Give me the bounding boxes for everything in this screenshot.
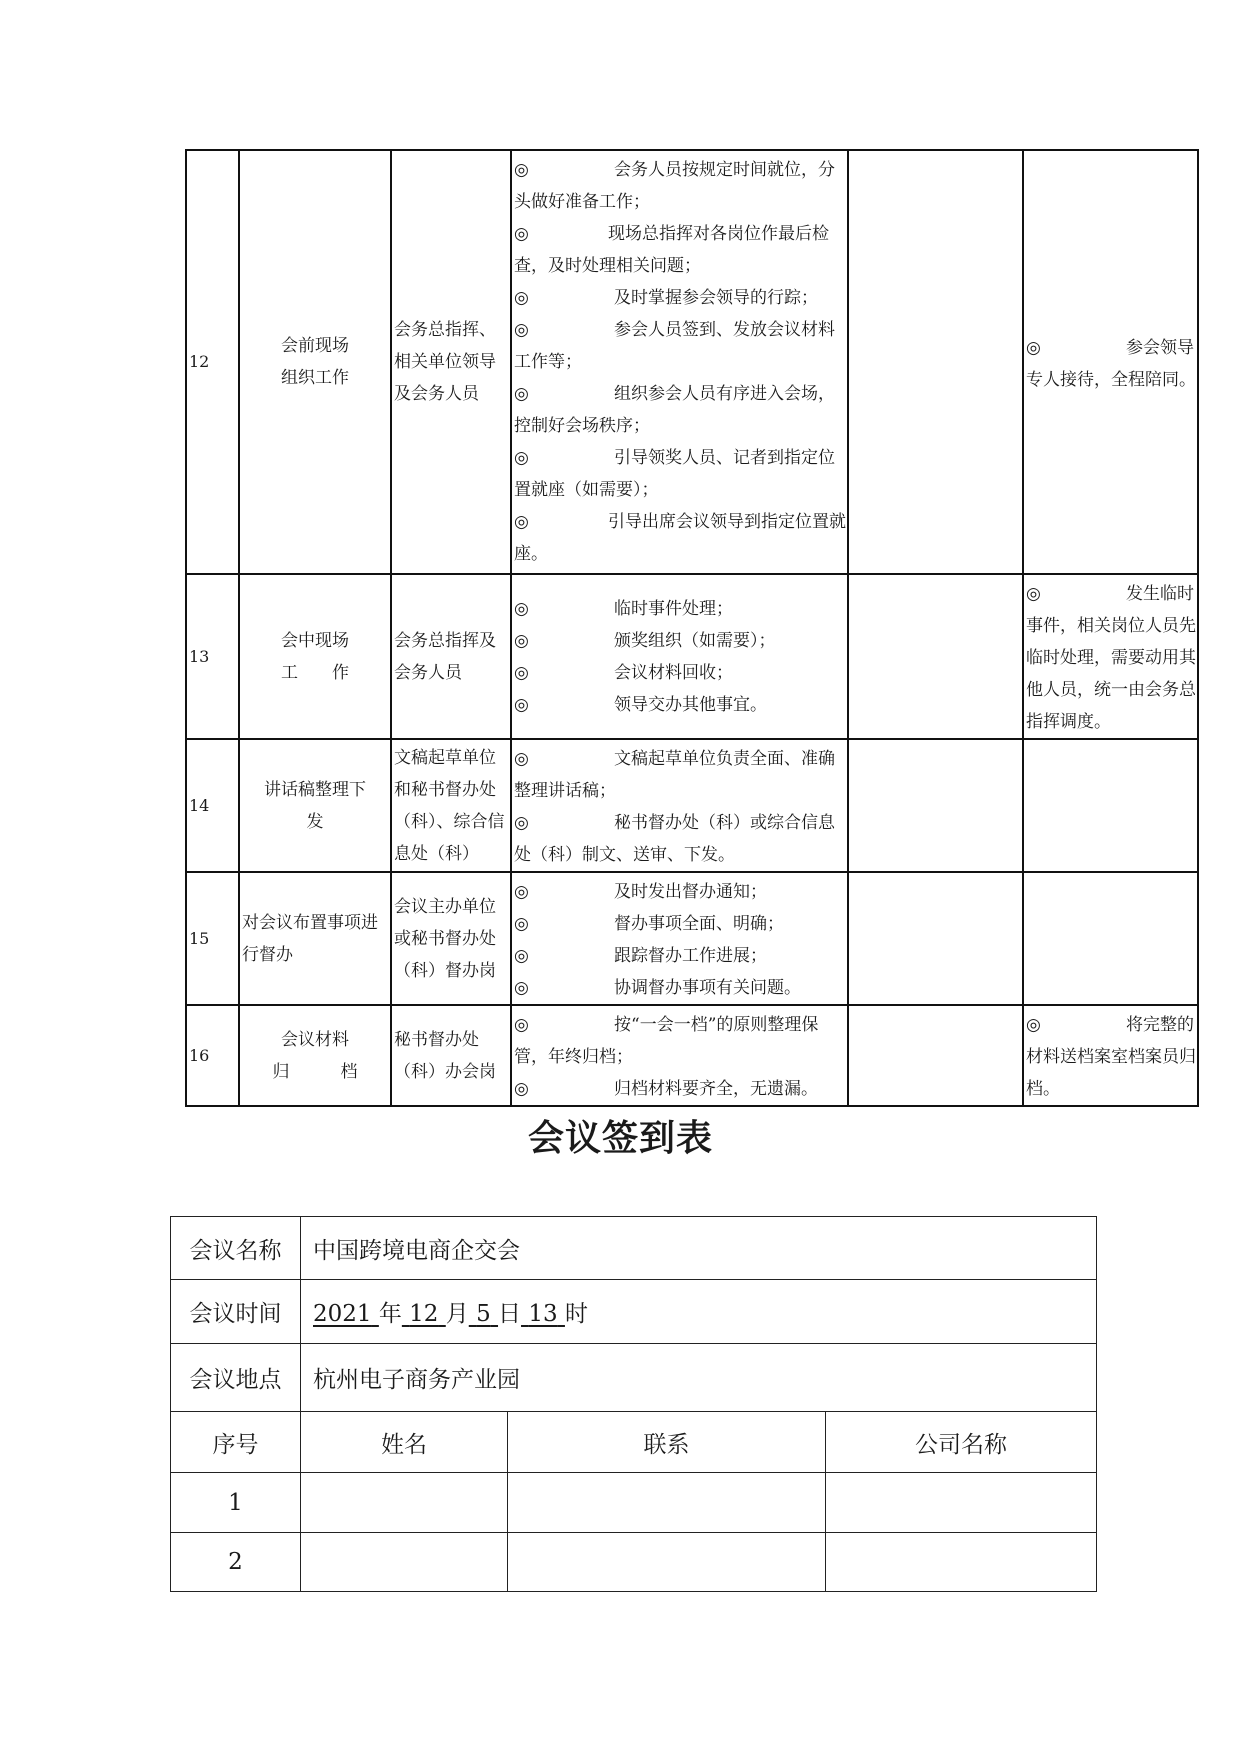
blank-cell — [848, 1005, 1023, 1106]
meeting-place-label: 会议地点 — [171, 1344, 301, 1412]
requirement-item: ◎ 协调督办事项有关问题。 — [514, 972, 847, 1004]
blank-cell — [848, 150, 1023, 574]
note-cell: ◎ 参会领导专人接待，全程陪同。 — [1023, 150, 1198, 574]
signin-contact-cell[interactable] — [508, 1533, 826, 1592]
signin-name-cell[interactable] — [301, 1473, 508, 1533]
signin-company-cell[interactable] — [826, 1533, 1097, 1592]
hour-value: 13 — [528, 1301, 558, 1327]
requirement-item: ◎ 督办事项全面、明确； — [514, 908, 847, 940]
column-header-contact: 联系 — [508, 1412, 826, 1473]
requirement-item: ◎ 现场总指挥对各岗位作最后检查，及时处理相关问题； — [514, 218, 847, 282]
bullet-mark: ◎ — [514, 882, 529, 902]
requirements-cell — [511, 872, 848, 1005]
note-cell: ◎ 发生临时事件，相关岗位人员先临时处理，需要动用其他人员，统一由会务总指挥调度。 — [1023, 574, 1198, 739]
work-item: 讲话稿整理下 发 — [239, 739, 391, 872]
bullet-mark: ◎ — [514, 598, 529, 619]
procedure-row-15 — [186, 872, 1198, 1005]
requirement-item: ◎ 文稿起草单位负责全面、准确整理讲话稿； — [514, 743, 847, 807]
requirement-item: ◎ 归档材料要齐全，无遗漏。 — [514, 1073, 847, 1105]
row-number: 15 — [186, 872, 239, 1005]
bullet-mark: ◎ — [514, 384, 529, 404]
requirements-cell — [511, 1005, 848, 1106]
responsible-party: 文稿起草单位和秘书督办处（科）、综合信息处（科） — [391, 739, 511, 872]
requirements-cell — [511, 574, 848, 739]
bullet-mark: ◎ — [514, 694, 529, 715]
column-header-name: 姓名 — [301, 1412, 508, 1473]
year-value: 2021 — [313, 1301, 372, 1327]
signin-row-no: 2 — [171, 1533, 301, 1592]
bullet-mark: ◎ — [1026, 337, 1041, 358]
requirement-item: ◎ 及时掌握参会领导的行踪； — [514, 282, 847, 314]
signin-row — [171, 1473, 1097, 1533]
meeting-procedure-table — [185, 149, 1199, 1107]
blank-cell — [848, 872, 1023, 1005]
procedure-row-13 — [186, 574, 1198, 739]
bullet-mark: ◎ — [514, 288, 529, 308]
signin-contact-cell[interactable] — [508, 1473, 826, 1533]
requirement-item: ◎ 及时发出督办通知； — [514, 876, 847, 908]
procedure-row-14 — [186, 739, 1198, 872]
requirement-item: ◎ 参会人员签到、发放会议材料工作等； — [514, 314, 847, 378]
note-cell: ◎ 将完整的材料送档案室档案员归档。 — [1023, 1005, 1198, 1106]
requirement-item: ◎ 临时事件处理； — [514, 593, 847, 625]
meeting-time-value — [301, 1280, 1097, 1344]
requirement-item: ◎ 领导交办其他事宜。 — [514, 689, 847, 721]
requirement-item: ◎ 引导出席会议领导到指定位置就座。 — [514, 506, 847, 570]
bullet-mark: ◎ — [514, 630, 529, 651]
blank-cell — [848, 574, 1023, 739]
responsible-party: 会议主办单位或秘书督办处（科）督办岗 — [391, 872, 511, 1005]
row-number: 16 — [186, 1005, 239, 1106]
row-number: 13 — [186, 574, 239, 739]
meeting-name-value: 中国跨境电商企交会 — [301, 1217, 1097, 1280]
row-number: 14 — [186, 739, 239, 872]
bullet-mark: ◎ — [514, 749, 529, 769]
blank-cell — [1023, 872, 1198, 1005]
row-number: 12 — [186, 150, 239, 574]
responsible-party: 会务总指挥及会务人员 — [391, 574, 511, 739]
signin-company-cell[interactable] — [826, 1473, 1097, 1533]
bullet-mark: ◎ — [514, 224, 529, 244]
requirement-item: ◎ 颁奖组织（如需要）； — [514, 625, 847, 657]
bullet-mark: ◎ — [514, 512, 529, 532]
work-item: 会议材料 归 档 — [239, 1005, 391, 1106]
requirement-item: ◎ 跟踪督办工作进展； — [514, 940, 847, 972]
bullet-mark: ◎ — [514, 1079, 529, 1099]
hour-unit: 时 — [564, 1301, 588, 1327]
bullet-mark: ◎ — [514, 914, 529, 934]
requirement-item: ◎ 会议材料回收； — [514, 657, 847, 689]
meeting-name-row — [171, 1217, 1097, 1280]
column-header-row — [171, 1412, 1097, 1473]
bullet-mark: ◎ — [514, 448, 529, 468]
work-item: 会前现场 组织工作 — [239, 150, 391, 574]
month-value: 12 — [409, 1301, 439, 1327]
bullet-mark: ◎ — [514, 662, 529, 683]
blank-cell — [1023, 739, 1198, 872]
work-item: 会中现场 工 作 — [239, 574, 391, 739]
bullet-mark: ◎ — [514, 160, 529, 180]
bullet-mark: ◎ — [514, 813, 529, 833]
requirements-cell — [511, 739, 848, 872]
bullet-mark: ◎ — [1026, 1015, 1041, 1035]
bullet-mark: ◎ — [1026, 584, 1041, 604]
meeting-time-label: 会议时间 — [171, 1280, 301, 1344]
column-header-no: 序号 — [171, 1412, 301, 1473]
meeting-time-row — [171, 1280, 1097, 1344]
day-value: 5 — [476, 1301, 491, 1327]
blank-cell — [848, 739, 1023, 872]
signin-row-no: 1 — [171, 1473, 301, 1533]
bullet-mark: ◎ — [514, 946, 529, 966]
responsible-party: 秘书督办处（科）办会岗 — [391, 1005, 511, 1106]
requirement-item: ◎ 引导领奖人员、记者到指定位置就座（如需要）； — [514, 442, 847, 506]
meeting-place-value: 杭州电子商务产业园 — [301, 1344, 1097, 1412]
signin-sheet-table — [170, 1216, 1097, 1592]
requirement-item: ◎ 秘书督办处（科）或综合信息处（科）制文、送审、下发。 — [514, 807, 847, 871]
requirements-cell — [511, 150, 848, 574]
requirement-item: ◎ 按“一会一档”的原则整理保管，年终归档； — [514, 1009, 847, 1073]
requirement-item: ◎ 组织参会人员有序进入会场，控制好会场秩序； — [514, 378, 847, 442]
signin-row — [171, 1533, 1097, 1592]
month-unit: 月 — [445, 1301, 469, 1327]
procedure-row-16 — [186, 1005, 1198, 1106]
signin-name-cell[interactable] — [301, 1533, 508, 1592]
bullet-mark: ◎ — [514, 1015, 529, 1035]
meeting-place-row — [171, 1344, 1097, 1412]
bullet-mark: ◎ — [514, 320, 529, 340]
year-unit: 年 — [378, 1301, 402, 1327]
bullet-mark: ◎ — [514, 978, 529, 998]
work-item: 对会议布置事项进行督办 — [239, 872, 391, 1005]
responsible-party: 会务总指挥、相关单位领导及会务人员 — [391, 150, 511, 574]
requirement-item: ◎ 会务人员按规定时间就位，分头做好准备工作； — [514, 154, 847, 218]
column-header-company: 公司名称 — [826, 1412, 1097, 1473]
meeting-name-label: 会议名称 — [171, 1217, 301, 1280]
signin-sheet-title: 会议签到表 — [527, 1118, 713, 1159]
day-unit: 日 — [498, 1301, 522, 1327]
procedure-row-12 — [186, 150, 1198, 574]
